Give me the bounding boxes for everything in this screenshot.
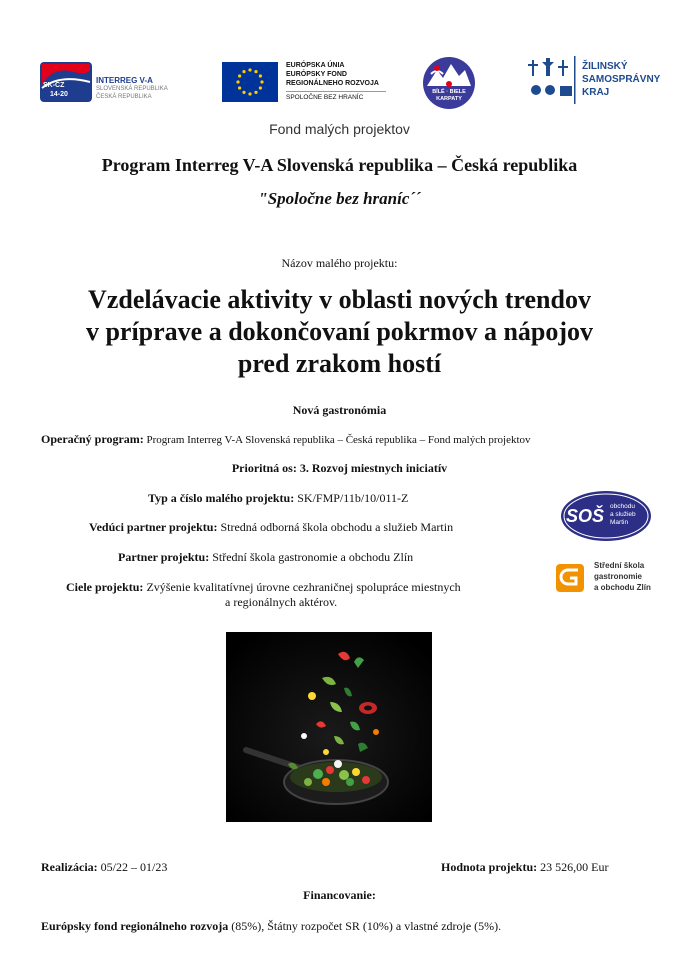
field-prioritna: Prioritná os: 3. Rozvoj miestnych iniciatív <box>231 461 448 475</box>
sos-logo <box>560 490 652 542</box>
karpaty-line1: BÍLÉ · BIELE <box>432 89 466 95</box>
field-typ <box>148 491 408 505</box>
sos-line2: a služieb <box>610 511 636 518</box>
eu-divider <box>286 91 386 92</box>
zilina-line3: KRAJ <box>582 87 610 98</box>
funding-value: (85%), Štátny rozpočet SR (10%) a vlastné zdroje (5%). <box>228 919 502 933</box>
motto: "Spoločne bez hraníc´´ <box>258 189 421 208</box>
karpaty-line2: KARPATY <box>436 96 462 102</box>
zilina-line2: SAMOSPRÁVNY <box>582 74 661 85</box>
funding <box>41 919 501 933</box>
ssgo-line3: a obchodu Zlín <box>594 583 651 592</box>
sos-mark: SOŠ <box>566 506 605 526</box>
eu-line4: SPOLOČNE BEZ HRANÍC <box>286 94 364 101</box>
fund-label: Fond malých projektov <box>269 121 410 137</box>
wok-photo <box>226 632 432 822</box>
field-veduci <box>89 520 453 534</box>
field-ciele-value-2: a regionálnych aktérov. <box>225 595 338 609</box>
wok-vegetables-image <box>226 632 432 822</box>
field-operacny <box>41 432 531 447</box>
interreg-line2: ČESKÁ REPUBLIKA <box>96 94 152 100</box>
project-title <box>0 284 679 380</box>
field-ciele <box>66 580 461 594</box>
sos-line1: obchodu <box>610 503 635 510</box>
eu-flag-icon <box>222 62 278 102</box>
eu-line3: REGIONÁLNEHO ROZVOJA <box>286 80 379 87</box>
zilina-logo <box>528 56 661 106</box>
eu-line1: EURÓPSKA ÚNIA <box>286 62 345 69</box>
realizacia-value: 05/22 – 01/23 <box>97 860 168 874</box>
project-title-line-3: pred zrakom hostí <box>237 349 442 378</box>
karpaty-logo <box>421 56 477 110</box>
field-typ-label: Typ a číslo malého projektu: <box>148 491 295 505</box>
field-partner-value: Střední škola gastronomie a obchodu Zlín <box>209 550 414 564</box>
ssgo-line2: gastronomie <box>594 572 643 581</box>
ssgo-mark-icon <box>556 560 588 596</box>
eu-logo <box>222 60 392 104</box>
realizacia-label: Realizácia: <box>41 860 98 874</box>
field-veduci-label: Vedúci partner projektu: <box>89 520 218 534</box>
field-typ-value: SK/FMP/11b/10/011-Z <box>294 491 409 505</box>
financovanie-label: Financovanie: <box>303 888 376 902</box>
project-title-line-1: Vzdelávacie aktivity v oblasti nových trendov <box>88 285 591 314</box>
field-veduci-value: Stredná odborná škola obchodu a služieb Martin <box>217 520 454 534</box>
sos-line3: Martin <box>610 519 629 526</box>
zilina-heraldry-icon <box>528 56 576 104</box>
interreg-title: INTERREG V-A <box>96 76 153 85</box>
ssgo-line1: Střední škola <box>594 561 645 570</box>
field-ciele-value: Zvýšenie kvalitatívnej úrovne cezhraničnej spolupráce miestnych <box>143 580 461 594</box>
funding-label: Európsky fond regionálneho rozvoja <box>41 919 229 933</box>
field-partner <box>118 550 413 564</box>
interreg-logo <box>40 62 200 104</box>
realizacia <box>41 860 167 874</box>
hodnota-label: Hodnota projektu: <box>441 860 538 874</box>
project-title-line-2: v príprave a dokončovaní pokrmov a nápojov <box>85 317 594 346</box>
hodnota-value: 23 526,00 Eur <box>537 860 609 874</box>
interreg-badge-top: SK-CZ <box>43 82 65 89</box>
ssgo-logo <box>556 558 666 598</box>
field-partner-label: Partner projektu: <box>118 550 210 564</box>
program-title: Program Interreg V-A Slovenská republika – Česká republika <box>101 155 578 175</box>
subtitle: Nová gastronómia <box>292 403 387 417</box>
interreg-badge-bottom: 14-20 <box>50 91 68 98</box>
zilina-line1: ŽILINSKÝ <box>582 61 628 72</box>
project-name-label: Názov malého projektu: <box>281 256 398 270</box>
interreg-line1: SLOVENSKÁ REPUBLIKA <box>96 86 168 92</box>
field-operacny-label: Operačný program: <box>41 432 144 446</box>
eu-line2: EURÓPSKY FOND <box>286 71 347 78</box>
field-ciele-label: Ciele projektu: <box>66 580 144 594</box>
hodnota <box>441 860 608 874</box>
field-operacny-value: Program Interreg V-A Slovenská republika – Česká republika – Fond malých projektov <box>143 434 531 446</box>
